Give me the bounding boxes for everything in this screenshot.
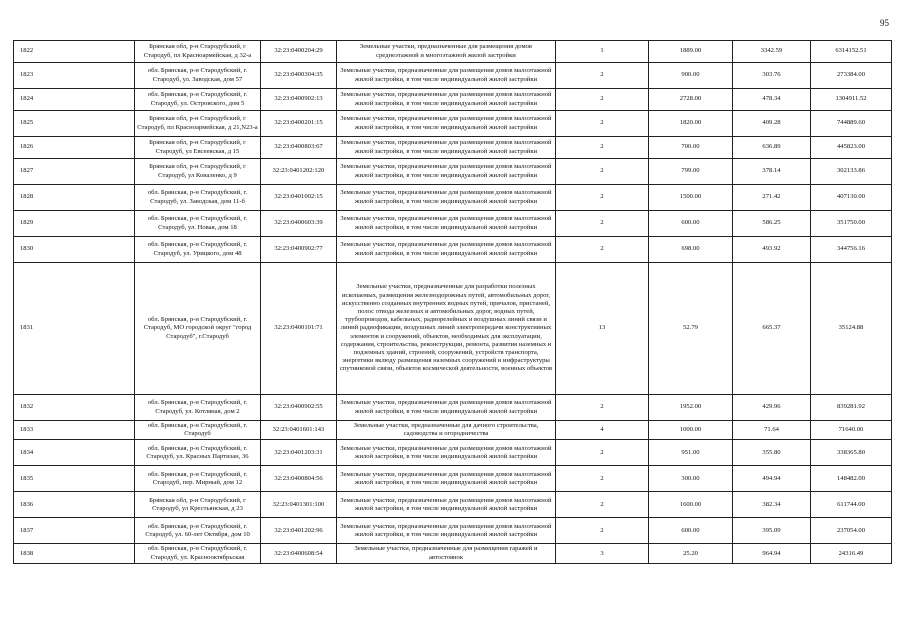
cadastral-value-cell: 71640.00	[811, 421, 892, 440]
cadastral-value-cell: 35124.88	[811, 263, 892, 395]
category-cell: 1	[556, 41, 649, 63]
cadastral-number-cell: 32:23:0400902:13	[261, 89, 337, 111]
row-number: 1829	[14, 211, 135, 237]
specific-value-cell: 271.42	[733, 185, 811, 211]
land-use-cell: Земельные участки, предназначенные для размещения домов малоэтажной жилой застройки, в том числе индивидуальной жилой застройки	[337, 89, 556, 111]
category-cell: 2	[556, 211, 649, 237]
row-number: 1837	[14, 518, 135, 544]
specific-value-cell: 382.34	[733, 492, 811, 518]
category-cell: 2	[556, 159, 649, 185]
cadastral-value-cell: 445823.00	[811, 137, 892, 159]
table-row	[14, 466, 892, 492]
category-cell: 2	[556, 518, 649, 544]
table-row	[14, 440, 892, 466]
specific-value-cell: 665.37	[733, 263, 811, 395]
row-number: 1838	[14, 544, 135, 563]
cadastral-number-cell: 32:23:0401202:96	[261, 518, 337, 544]
cadastral-number-cell: 32:23:0400304:35	[261, 63, 337, 89]
row-number: 1822	[14, 41, 135, 63]
land-use-cell: Земельные участки, предназначенные для размещения домов среднеэтажной и многоэтажной жилой застройки	[337, 41, 556, 63]
table-row	[14, 159, 892, 185]
table-row	[14, 211, 892, 237]
area-cell: 1820.00	[649, 111, 733, 137]
specific-value-cell: 378.14	[733, 159, 811, 185]
land-use-cell: Земельные участки, предназначенные для размещения домов малоэтажной жилой застройки, в том числе индивидуальной жилой застройки	[337, 237, 556, 263]
table-row	[14, 518, 892, 544]
row-number: 1826	[14, 137, 135, 159]
land-use-cell: Земельные участки, предназначенные для размещения домов малоэтажной жилой застройки, в том числе индивидуальной жилой застройки	[337, 440, 556, 466]
table-row	[14, 185, 892, 211]
cadastral-value-cell: 237054.00	[811, 518, 892, 544]
address-cell: Брянская обл, р-н Стародубский, г Стародуб, пл Красноармейская, д 21,N23-а	[135, 111, 261, 137]
cadastral-number-cell: 32:23:0401002:15	[261, 185, 337, 211]
table-row	[14, 544, 892, 563]
land-use-cell: Земельные участки, предназначенные для размещения гаражей и автостоянок	[337, 544, 556, 563]
category-cell: 2	[556, 89, 649, 111]
cadastral-number-cell: 32:23:0401601:143	[261, 421, 337, 440]
address-cell: обл. Брянская, р-н Стародубский, г. Стародуб, МО городской округ "город Стародуб", г.Стародуб	[135, 263, 261, 395]
address-cell: обл. Брянская, р-н Стародубский, г. Стародуб, ул. Урицкого, дом 48	[135, 237, 261, 263]
cadastral-number-cell: 32:23:0400902:55	[261, 395, 337, 421]
cadastral-number-cell: 32:23:0400204:29	[261, 41, 337, 63]
address-cell: обл. Брянская, р-н Стародубский, г. Стародуб, ул. Краснооктябрьская	[135, 544, 261, 563]
specific-value-cell: 493.92	[733, 237, 811, 263]
land-use-cell: Земельные участки, предназначенные для дачного строительства, садоводства и огородничества	[337, 421, 556, 440]
land-use-cell: Земельные участки, предназначенные для размещения домов малоэтажной жилой застройки, в том числе индивидуальной жилой застройки	[337, 211, 556, 237]
cadastral-value-cell: 302133.86	[811, 159, 892, 185]
address-cell: обл. Брянская, р-н Стародубский, г. Стародуб	[135, 421, 261, 440]
address-cell: обл. Брянская, р-н Стародубский, г. Стародуб, пер. Мирный, дом 12	[135, 466, 261, 492]
area-cell: 1889.00	[649, 41, 733, 63]
land-use-cell: Земельные участки, предназначенные для размещения домов малоэтажной жилой застройки, в том числе индивидуальной жилой застройки	[337, 518, 556, 544]
specific-value-cell: 964.94	[733, 544, 811, 563]
address-cell: обл. Брянская, р-н Стародубский, г. Стародуб, ул. 60-лет Октября, дом 10	[135, 518, 261, 544]
address-cell: обл. Брянская, р-н Стародубский, г. Стародуб, ул. Новая, дом 18	[135, 211, 261, 237]
category-cell: 4	[556, 421, 649, 440]
category-cell: 2	[556, 63, 649, 89]
row-number: 1823	[14, 63, 135, 89]
land-use-cell: Земельные участки, предназначенные для разработки полезных ископаемых, размещения железнодорожных путей, автомобильных дорог, искусственно созданных внутренних водных путей, причалов, пристаней, полос отвода железных и автомобильных дорог, водных путей, трубопроводов, кабельных, радиорелейных и воздушных линий связи и линий радиофикации, воздушных линий электропередачи конструктивных элементов и сооружений, объектов, необходимых для эксплуатации, содержания, строительства, реконструкции, ремонта, развития наземных и подземных зданий, строений, сооружений, устройств транспорта, энергетики вклюду размещения наземных сооружений и инфраструктуры спутниковой связи, объектов космической деятельности, военных объектов	[337, 263, 556, 395]
row-number: 1830	[14, 237, 135, 263]
table-row	[14, 41, 892, 63]
table-row	[14, 111, 892, 137]
specific-value-cell: 429.96	[733, 395, 811, 421]
specific-value-cell: 586.25	[733, 211, 811, 237]
specific-value-cell: 71.64	[733, 421, 811, 440]
land-use-cell: Земельные участки, предназначенные для размещения домов малоэтажной жилой застройки, в том числе индивидуальной жилой застройки	[337, 466, 556, 492]
specific-value-cell: 395.09	[733, 518, 811, 544]
cadastral-number-cell: 32:23:0400201:15	[261, 111, 337, 137]
land-use-cell: Земельные участки, предназначенные для размещения домов малоэтажной жилой застройки, в том числе индивидуальной жилой застройки	[337, 492, 556, 518]
table-row	[14, 63, 892, 89]
land-use-cell: Земельные участки, предназначенные для размещения домов малоэтажной жилой застройки, в том числе индивидуальной жилой застройки	[337, 395, 556, 421]
cadastral-value-cell: 611744.00	[811, 492, 892, 518]
category-cell: 2	[556, 395, 649, 421]
cadastral-value-cell: 273384.00	[811, 63, 892, 89]
table-row	[14, 263, 892, 395]
category-cell: 2	[556, 111, 649, 137]
cadastral-value-cell: 344756.16	[811, 237, 892, 263]
cadastral-number-cell: 32:23:0400803:67	[261, 137, 337, 159]
address-cell: Брянская обл, р-н Стародубский, г Стародуб, ул Евсеевская, д 15	[135, 137, 261, 159]
category-cell: 2	[556, 185, 649, 211]
category-cell: 2	[556, 466, 649, 492]
cadastral-value-cell: 24316.49	[811, 544, 892, 563]
table-row	[14, 89, 892, 111]
area-cell: 52.79	[649, 263, 733, 395]
area-cell: 1500.00	[649, 185, 733, 211]
area-cell: 25.20	[649, 544, 733, 563]
land-use-cell: Земельные участки, предназначенные для размещения домов малоэтажной жилой застройки, в том числе индивидуальной жилой застройки	[337, 63, 556, 89]
table-row	[14, 421, 892, 440]
row-number: 1833	[14, 421, 135, 440]
cadastral-number-cell: 32:23:0401203:31	[261, 440, 337, 466]
address-cell: Брянская обл, р-н Стародубский, г Стародуб, ул Коваленко, д 9	[135, 159, 261, 185]
row-number: 1824	[14, 89, 135, 111]
area-cell: 1952.00	[649, 395, 733, 421]
address-cell: обл. Брянская, р-н Стародубский, г. Стародуб, ул. Островского, дом 5	[135, 89, 261, 111]
row-number: 1828	[14, 185, 135, 211]
category-cell: 2	[556, 237, 649, 263]
address-cell: Брянская обл, р-н Стародубский, г Стародуб, пл Красноармейская, д 32-а	[135, 41, 261, 63]
table-row	[14, 395, 892, 421]
area-cell: 600.00	[649, 211, 733, 237]
cadastral-number-cell: 32:23:0400603:39	[261, 211, 337, 237]
row-number: 1827	[14, 159, 135, 185]
row-number: 1831	[14, 263, 135, 395]
row-number: 1832	[14, 395, 135, 421]
table-row	[14, 137, 892, 159]
cadastral-value-cell: 1304911.52	[811, 89, 892, 111]
table-row	[14, 237, 892, 263]
address-cell: Брянская обл, р-н Стародубский, г Стародуб, ул Крестьянская, д 23	[135, 492, 261, 518]
area-cell: 799.00	[649, 159, 733, 185]
area-cell: 698.00	[649, 237, 733, 263]
cadastral-number-cell: 32:23:0400101:71	[261, 263, 337, 395]
cadastral-value-cell: 407130.00	[811, 185, 892, 211]
cadastral-number-cell: 32:23:0400902:77	[261, 237, 337, 263]
land-use-cell: Земельные участки, предназначенные для размещения домов малоэтажной жилой застройки, в том числе индивидуальной жилой застройки	[337, 111, 556, 137]
specific-value-cell: 409.28	[733, 111, 811, 137]
row-number: 1836	[14, 492, 135, 518]
row-number: 1825	[14, 111, 135, 137]
cadastral-table	[13, 40, 892, 564]
category-cell: 2	[556, 492, 649, 518]
table-body	[14, 41, 892, 564]
address-cell: обл. Брянская, р-н Стародубский, г. Стародуб, ул. Заводская, дом 11-б	[135, 185, 261, 211]
cadastral-value-cell: 351750.00	[811, 211, 892, 237]
specific-value-cell: 494.94	[733, 466, 811, 492]
area-cell: 1000.00	[649, 421, 733, 440]
cadastral-value-cell: 6314152.51	[811, 41, 892, 63]
specific-value-cell: 303.76	[733, 63, 811, 89]
specific-value-cell: 3342.59	[733, 41, 811, 63]
specific-value-cell: 355.80	[733, 440, 811, 466]
cadastral-value-cell: 338365.80	[811, 440, 892, 466]
cadastral-value-cell: 839281.92	[811, 395, 892, 421]
table-row	[14, 492, 892, 518]
area-cell: 900.00	[649, 63, 733, 89]
area-cell: 951.00	[649, 440, 733, 466]
cadastral-number-cell: 32:23:0400608:54	[261, 544, 337, 563]
address-cell: обл. Брянская, р-н Стародубский, г. Стародуб, ул. Заводская, дом 57	[135, 63, 261, 89]
area-cell: 700.00	[649, 137, 733, 159]
category-cell: 2	[556, 137, 649, 159]
category-cell: 3	[556, 544, 649, 563]
cadastral-value-cell: 148482.00	[811, 466, 892, 492]
area-cell: 600.00	[649, 518, 733, 544]
cadastral-number-cell: 32:23:0401202:120	[261, 159, 337, 185]
area-cell: 300.00	[649, 466, 733, 492]
cadastral-number-cell: 32:23:0401301:100	[261, 492, 337, 518]
address-cell: обл. Брянская, р-н Стародубский, г. Стародуб, ул. Котляная, дом 2	[135, 395, 261, 421]
specific-value-cell: 478.34	[733, 89, 811, 111]
area-cell: 2728.00	[649, 89, 733, 111]
row-number: 1834	[14, 440, 135, 466]
page-number: 95	[880, 18, 889, 28]
category-cell: 2	[556, 440, 649, 466]
cadastral-number-cell: 32:23:0400804:56	[261, 466, 337, 492]
row-number: 1835	[14, 466, 135, 492]
category-cell: 13	[556, 263, 649, 395]
land-use-cell: Земельные участки, предназначенные для размещения домов малоэтажной жилой застройки, в том числе индивидуальной жилой застройки	[337, 159, 556, 185]
area-cell: 1600.00	[649, 492, 733, 518]
land-use-cell: Земельные участки, предназначенные для размещения домов малоэтажной жилой застройки, в том числе индивидуальной жилой застройки	[337, 185, 556, 211]
cadastral-value-cell: 744889.60	[811, 111, 892, 137]
specific-value-cell: 636.89	[733, 137, 811, 159]
land-use-cell: Земельные участки, предназначенные для размещения домов малоэтажной жилой застройки, в том числе индивидуальной жилой застройки	[337, 137, 556, 159]
address-cell: обл. Брянская, р-н Стародубский, г. Стародуб, ул. Красных Партизан, 36	[135, 440, 261, 466]
